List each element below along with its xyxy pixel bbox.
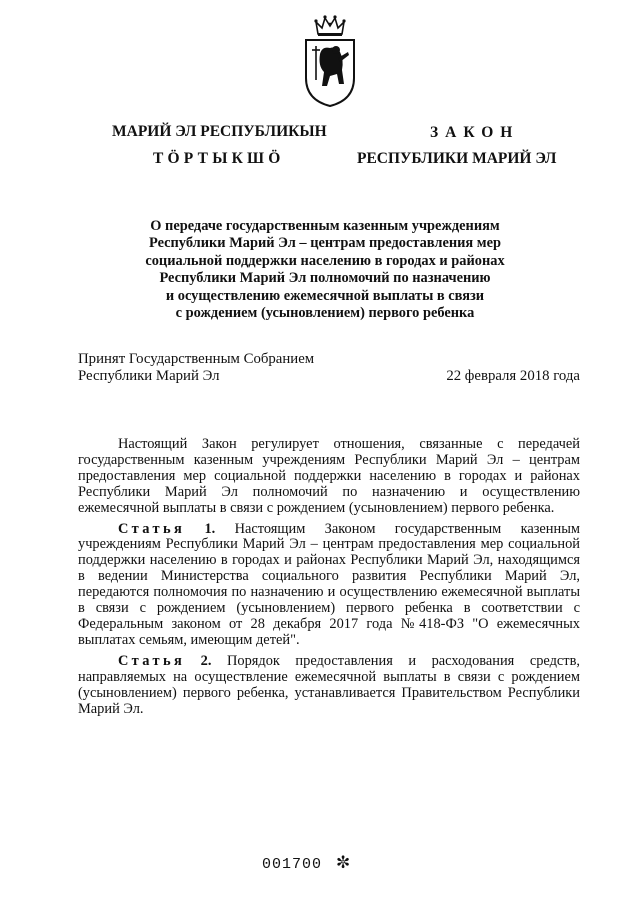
bear-icon: [320, 46, 350, 86]
article-2-number: 2.: [200, 652, 212, 669]
header-left-line2: ТӦРТЫКШӦ: [153, 150, 285, 167]
title-line: с рождением (усыновлением) первого ребенка: [175, 305, 475, 322]
header-right-line2: РЕСПУБЛИКИ МАРИЙ ЭЛ: [357, 150, 557, 167]
article-1-paragraph: [78, 522, 580, 649]
article-1-number: 1.: [204, 520, 216, 537]
law-title: [120, 218, 530, 322]
header-right-line1: ЗАКОН: [430, 124, 520, 141]
coat-of-arms-emblem: [300, 10, 360, 108]
title-line: Республики Марий Эл – центрам предоставления мер: [148, 235, 502, 252]
article-2-label: Статья: [118, 652, 186, 669]
law-body: [78, 437, 580, 722]
title-line: Республики Марий Эл полномочий по назначению: [159, 270, 491, 287]
crown-icon: [314, 15, 345, 36]
article-2-text: Порядок предоставления и расходования средств, направляемых на осуществление ежемесячной выплаты в связи с рождением (усыновлением) первого ребенка, устанавливается Правительством Республики Марий Эл.: [78, 652, 580, 717]
sword-icon: [312, 46, 320, 80]
adoption-date: 22 февраля 2018 года: [446, 368, 580, 384]
article-1-label: Статья: [118, 520, 186, 537]
star-mark-icon: ✼: [336, 853, 351, 873]
title-line: социальной поддержки населению в городах и районах: [145, 252, 505, 269]
title-line: и осуществлению ежемесячной выплаты в связи: [165, 287, 485, 304]
adoption-block: [78, 351, 580, 385]
article-2-paragraph: [78, 654, 580, 718]
document-number: 001700: [262, 856, 323, 873]
header-left-line1: МАРИЙ ЭЛ РЕСПУБЛИКЫН: [112, 123, 327, 140]
title-line: О передаче государственным казенным учреждениям: [150, 218, 500, 234]
article-1-text: Настоящим Законом государственным казенным учреждениям Республики Марий Эл – центрам предоставления мер социальной поддержки населению в городах и районах Республики Марий Эл, находящимся в ведении Министерства социального развития Республики Марий Эл, передаются полномочия по назначению и осуществлению ежемесячной выплаты в связи с рождением (усыновлением) первого ребенка в соответствии с Федеральным законом от 28 декабря 2017 года №418-ФЗ "О ежемесячных выплатах семьям, имеющим детей".: [78, 520, 580, 648]
document-footer: [262, 853, 350, 873]
adopted-by-line1: Принят Государственным Собранием: [78, 351, 315, 367]
adopted-by-line2: Республики Марий Эл: [78, 368, 220, 384]
intro-paragraph: Настоящий Закон регулирует отношения, связанные с передачей государственным казенным учреждениям Республики Марий Эл – центрам предоставления мер социальной поддержки населению в городах и районах Республики Марий Эл полномочий по назначению и осуществлению ежемесячной выплаты в связи с рождением (усыновлением) первого ребенка.: [78, 436, 580, 516]
